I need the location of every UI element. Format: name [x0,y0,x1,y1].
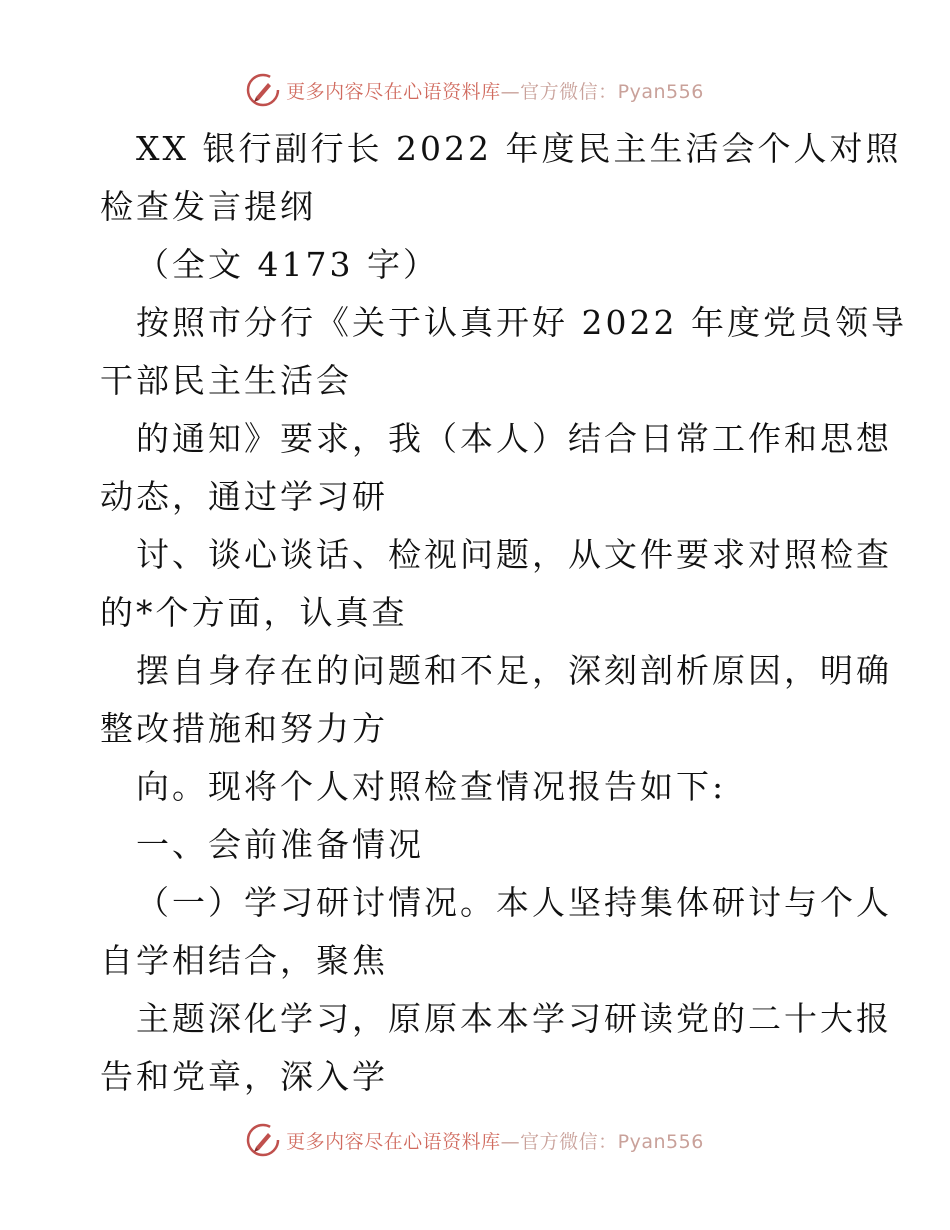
body-line: 讨、谈心谈话、检视问题，从文件要求对照检查 [136,535,892,574]
body-line: 整改措施和努力方 [100,709,388,748]
body-line: 干部民主生活会 [100,361,352,400]
document-body [100,120,907,1106]
title-line-2: 检查发言提纲 [100,187,316,226]
pen-logo-icon [246,73,280,107]
body-line: 按照市分行《关于认真开好 2022 年度党员领导 [136,303,907,342]
banner-text: 更多内容尽在心语资料库—官方微信：Pyan556 [286,1130,704,1153]
banner-text: 更多内容尽在心语资料库—官方微信：Pyan556 [286,80,704,103]
body-line: 主题深化学习，原原本本学习研读党的二十大报 [136,999,892,1038]
subsection-heading: （一）学习研讨情况。本人坚持集体研讨与个人 [136,883,892,922]
body-line: 向。现将个人对照检查情况报告如下: [136,767,727,806]
pen-logo-icon [246,1123,280,1157]
body-line: 动态，通过学习研 [100,477,388,516]
footer-watermark [0,1120,950,1160]
body-line: 摆自身存在的问题和不足，深刻剖析原因，明确 [136,651,892,690]
section-heading: 一、会前准备情况 [136,825,424,864]
body-line: 的*个方面，认真查 [100,593,408,632]
body-line: 的通知》要求，我（本人）结合日常工作和思想 [136,419,892,458]
header-watermark [0,70,950,110]
body-line: 告和党章，深入学 [100,1057,388,1096]
title-line-1: XX 银行副行长 2022 年度民主生活会个人对照 [136,129,902,168]
body-line: 自学相结合，聚焦 [100,941,388,980]
word-count: （全文 4173 字） [136,245,439,284]
